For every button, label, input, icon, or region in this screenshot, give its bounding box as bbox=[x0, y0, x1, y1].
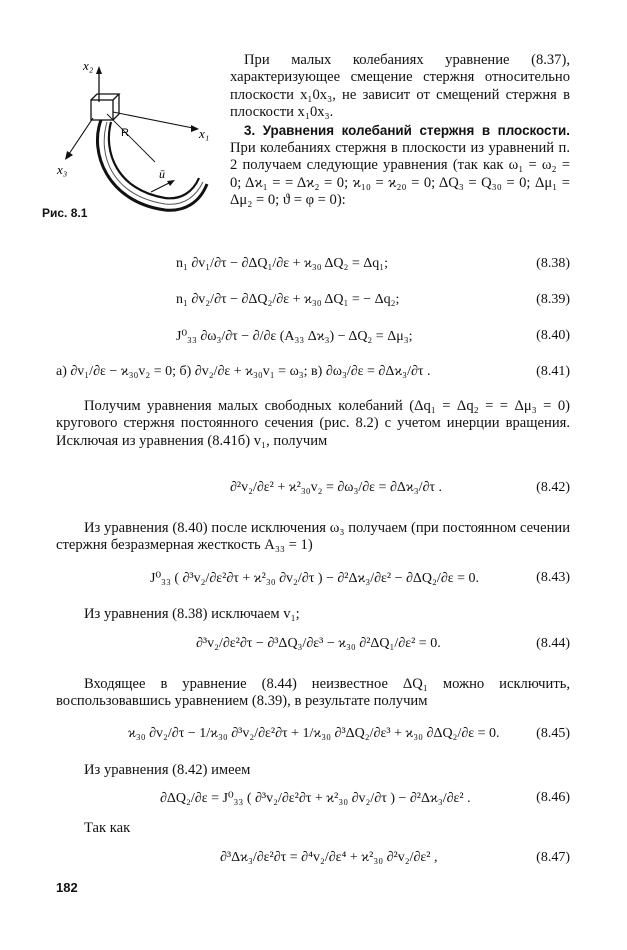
paragraph-from-842 bbox=[56, 762, 570, 779]
equation-8-40-number: (8.40) bbox=[536, 328, 570, 343]
equation-8-42 bbox=[230, 470, 570, 506]
equation-8-39 bbox=[176, 282, 570, 318]
equation-8-43 bbox=[150, 560, 570, 596]
paragraph-free-oscillations bbox=[56, 398, 570, 450]
displacement-label: ū bbox=[159, 167, 165, 181]
curved-rod-diagram bbox=[55, 52, 225, 227]
equation-8-43-number: (8.43) bbox=[536, 570, 570, 585]
paragraph-eliminate-omega-text: Из уравнения (8.40) после исключения ω₃ получаем (при постоянном сечении стержня безразмерная жесткость A₃₃ = 1) bbox=[56, 520, 570, 554]
paragraph-eliminate-omega bbox=[56, 520, 570, 555]
axis-label-x3: x₃ bbox=[57, 162, 68, 177]
equation-8-41-body: а) ∂v₁/∂ε − ϰ₃₀v₂ = 0; б) ∂v₂/∂ε + ϰ₃₀v₁ = ω₃; в) ∂ω₃/∂ε = ∂Δϰ₃/∂τ . bbox=[56, 364, 431, 379]
equation-8-45-number: (8.45) bbox=[536, 726, 570, 741]
equation-8-46-body: ∂ΔQ₂/∂ε = J⁰₃₃ ( ∂³v₂/∂ε²∂τ + ϰ²₃₀ ∂v₂/∂τ ) − ∂²Δϰ₃/∂ε² . bbox=[160, 790, 471, 806]
equation-8-39-number: (8.39) bbox=[536, 292, 570, 307]
paragraph-eliminate-q1-text: Входящее в уравнение (8.44) неизвестное ΔQ₁ можно исключить, воспользовавшись уравнением (8.39), в результате получим bbox=[56, 676, 570, 710]
radius-label: R bbox=[121, 127, 129, 139]
section-heading: 3. Уравнения колебаний стержня в плоскости. bbox=[244, 122, 570, 138]
equation-8-42-number: (8.42) bbox=[536, 480, 570, 495]
paragraph-free-oscillations-text: Получим уравнения малых свободных колебаний (Δq₁ = Δq₂ = = Δμ₃ = 0) кругового стержня постоянного сечения (рис. 8.2) с учетом инерции вращения. Исключая из уравнения (8.41б) v₁, получим bbox=[56, 398, 570, 449]
equation-8-44-number: (8.44) bbox=[536, 636, 570, 651]
equation-8-46 bbox=[160, 780, 570, 816]
equation-8-40 bbox=[176, 318, 570, 354]
equation-8-41-number: (8.41) bbox=[536, 364, 570, 379]
equation-8-38-body: n₁ ∂v₁/∂τ − ∂ΔQ₁/∂ε + ϰ₃₀ ΔQ₂ = Δq₁; bbox=[176, 256, 388, 271]
equation-8-43-body: J⁰₃₃ ( ∂³v₂/∂ε²∂τ + ϰ²₃₀ ∂v₂/∂τ ) − ∂²Δϰ₃/∂ε² − ∂ΔQ₂/∂ε = 0. bbox=[150, 570, 480, 586]
equation-8-44-body: ∂³v₂/∂ε²∂τ − ∂³ΔQ₃/∂ε³ − ϰ₃₀ ∂²ΔQ₁/∂ε² = 0. bbox=[196, 636, 441, 651]
equation-8-38 bbox=[176, 246, 570, 282]
equation-8-39-body: n₁ ∂v₂/∂τ − ∂ΔQ₂/∂ε + ϰ₃₀ ΔQ₁ = − Δq₂; bbox=[176, 292, 400, 307]
equation-8-38-number: (8.38) bbox=[536, 256, 570, 271]
paragraph-from-842-text: Из уравнения (8.42) имеем bbox=[84, 762, 251, 778]
equation-8-41 bbox=[56, 354, 570, 390]
equation-8-44 bbox=[196, 626, 570, 662]
equation-block-1 bbox=[56, 246, 570, 386]
equation-8-46-number: (8.46) bbox=[536, 790, 570, 805]
equation-8-42-body: ∂²v₂/∂ε² + ϰ²₃₀v₂ = ∂ω₃/∂ε = ∂Δϰ₃/∂τ . bbox=[230, 480, 443, 495]
paragraph-eliminate-q1 bbox=[56, 676, 570, 711]
axis-label-x1: x₁ bbox=[199, 126, 210, 141]
equation-8-40-body: J⁰₃₃ ∂ω₃/∂τ − ∂/∂ε (A₃₃ Δϰ₃) − ΔQ₂ = Δμ₃; bbox=[176, 328, 413, 344]
paragraph-since-text: Так как bbox=[84, 820, 131, 836]
equation-8-45-body: ϰ₃₀ ∂v₂/∂τ − 1/ϰ₃₀ ∂³v₂/∂ε²∂τ + 1/ϰ₃₀ ∂³ΔQ₂/∂ε³ + ϰ₃₀ ∂ΔQ₂/∂ε = 0. bbox=[128, 726, 500, 741]
paragraph-eliminate-v1 bbox=[56, 606, 570, 623]
paragraph-plane-equations: При колебаниях стержня в плоскости из уравнений п. 2 получаем следующие уравнения (так как ω₁ = ω₂ = 0; Δϰ₁ = = Δϰ₂ = 0; ϰ₁₀ = ϰ₂₀ = 0; ΔQ₃ = Q₃₀ = 0; Δμ₁ = Δμ₂ = 0; ϑ = φ = 0): bbox=[230, 140, 570, 209]
axis-label-x2: x₂ bbox=[83, 58, 94, 73]
paragraph-eliminate-v1-text: Из уравнения (8.38) исключаем v₁; bbox=[84, 606, 300, 622]
equation-8-47-number: (8.47) bbox=[536, 850, 570, 865]
equation-8-45 bbox=[128, 716, 570, 752]
equation-8-47 bbox=[220, 840, 570, 876]
equation-8-47-body: ∂³Δϰ₃/∂ε²∂τ = ∂⁴v₂/∂ε⁴ + ϰ²₃₀ ∂²v₂/∂ε² , bbox=[220, 850, 438, 865]
paragraph-since bbox=[56, 820, 570, 837]
side-text bbox=[230, 52, 570, 210]
figure-8-1 bbox=[55, 52, 225, 227]
paragraph-small-oscillations: При малых колебаниях уравнение (8.37), характеризующее смещение стержня относительно плоскости x₁0x₃, не зависит от смещений стержня в плоскости x₁0x₃. bbox=[230, 52, 570, 121]
page-number: 182 bbox=[56, 880, 78, 895]
figure-caption: Рис. 8.1 bbox=[42, 206, 88, 220]
